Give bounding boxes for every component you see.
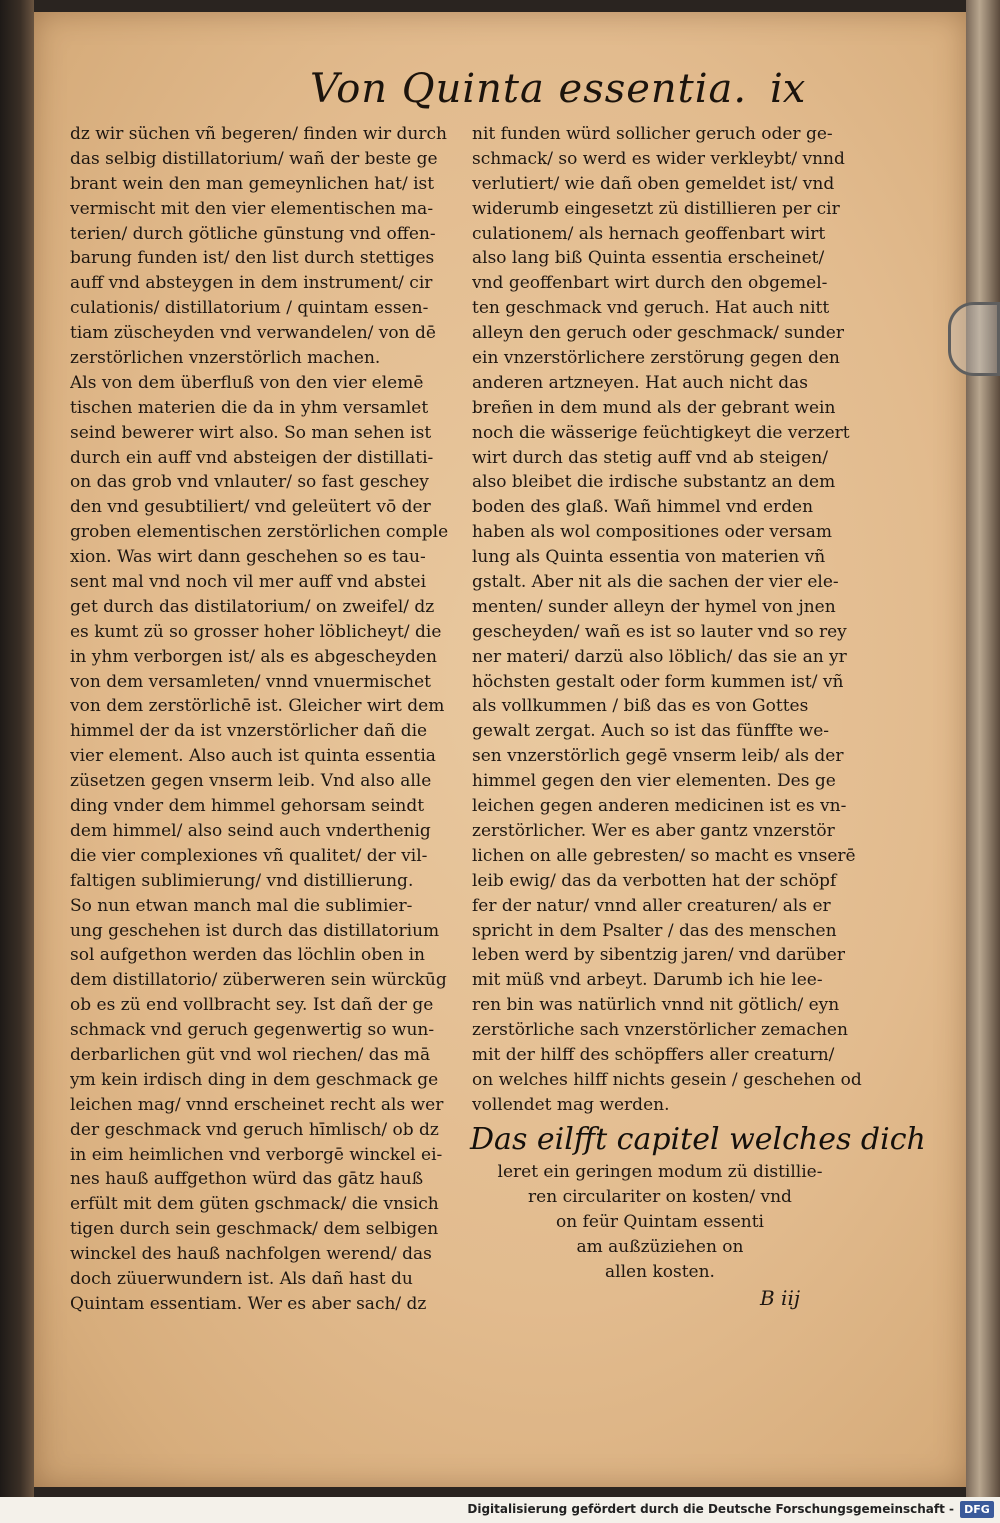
right-column-line: gstalt. Aber nit als die sachen der vier ele- <box>472 572 839 593</box>
left-column-line: sent mal vnd noch vil mer auff vnd abstei <box>70 572 427 593</box>
left-column-line: ung geschehen ist durch das distillatorium <box>70 920 440 941</box>
left-column-line: derbarlichen güt vnd wol riechen/ das mā <box>70 1044 431 1065</box>
right-column-line: ner materi/ darzü also löblich/ das sie an yr <box>472 646 847 667</box>
right-column-line: widerumb eingesetzt zü distillieren per cir <box>472 198 840 219</box>
right-column-line: alleyn den geruch oder geschmack/ sunder <box>472 323 844 344</box>
right-column-line: lichen on alle gebresten/ so macht es vnserē <box>472 845 856 866</box>
left-column-line: den vnd gesubtiliert/ vnd geleütert vō der <box>70 497 431 518</box>
left-column-line: erfült mit dem güten gschmack/ die vnsich <box>70 1194 439 1215</box>
left-column-line: in eim heimlichen vnd verborgē winckel ei- <box>70 1144 443 1165</box>
right-column-line: himmel gegen den vier elementen. Des ge <box>472 771 836 792</box>
right-column-line: als vollkummen / biß das es von Gottes <box>472 696 809 717</box>
left-column-line: ym kein irdisch ding in dem geschmack ge <box>70 1069 439 1090</box>
signature-mark: B iij <box>760 1286 801 1310</box>
page-fore-edge <box>966 0 1000 1497</box>
right-column-line: zerstörlicher. Wer es aber gantz vnzerstör <box>472 820 835 841</box>
left-column-line: auff vnd absteygen in dem instrument/ cir <box>70 273 433 294</box>
book-gutter <box>0 0 34 1497</box>
chapter-subheading-line: on feür Quintam essenti <box>556 1211 764 1232</box>
left-column-line: himmel der da ist vnzerstörlicher dañ die <box>70 721 428 742</box>
right-column-line: mit der hilff des schöpffers aller creaturn/ <box>472 1044 835 1065</box>
left-column-line: die vier complexiones vñ qualitet/ der vil- <box>70 845 428 866</box>
left-column-line: durch ein auff vnd absteigen der distillati- <box>70 447 434 468</box>
right-column-line: leib ewig/ das da verbotten hat der schöpf <box>472 870 837 891</box>
right-column-line: haben als wol compositiones oder versam <box>472 522 832 543</box>
left-column-line: ding vnder dem himmel gehorsam seindt <box>70 796 425 817</box>
left-column-line: vermischt mit den vier elementischen ma- <box>70 198 434 219</box>
page-clip-icon <box>948 302 1000 376</box>
right-column-line: also lang biß Quinta essentia erscheinet/ <box>472 248 825 269</box>
left-column-line: faltigen sublimierung/ vnd distillierung. <box>70 870 414 891</box>
right-column-line: ten geschmack vnd geruch. Hat auch nitt <box>472 298 830 319</box>
right-column-line: vollendet mag werden. <box>472 1094 670 1115</box>
chapter-subheading-line: allen kosten. <box>605 1261 715 1282</box>
left-column-line: Quintam essentiam. Wer es aber sach/ dz <box>70 1293 427 1314</box>
right-column-line: ein vnzerstörlichere zerstörung gegen den <box>472 348 840 369</box>
right-column-line: vnd geoffenbart wirt durch den obgemel- <box>472 273 828 294</box>
left-column-line: zerstörlichen vnzerstörlich machen. <box>70 348 381 369</box>
left-column-line: in yhm verborgen ist/ als es abgescheyden <box>70 646 437 667</box>
left-column-line: groben elementischen zerstörlichen comple <box>70 522 449 543</box>
right-column-line: nit funden würd sollicher geruch oder ge- <box>472 124 833 144</box>
left-column-line: tigen durch sein geschmack/ dem selbigen <box>70 1219 439 1240</box>
right-column-line: on welches hilff nichts gesein / geschehen od <box>472 1069 862 1090</box>
left-column-line: seind bewerer wirt also. So man sehen ist <box>70 422 432 443</box>
left-column-line: nes hauß auffgethon würd das gātz hauß <box>70 1169 424 1190</box>
right-column-line: gescheyden/ wañ es ist so lauter vnd so rey <box>472 621 847 642</box>
footer-bar <box>0 1497 1000 1523</box>
right-column-line: ren bin was natürlich vnnd nit götlich/ eyn <box>472 995 840 1016</box>
right-column-line: zerstörliche sach vnzerstörlicher zemachen <box>472 1020 848 1041</box>
left-column-line: get durch das distilatorium/ on zweifel/ dz <box>70 596 435 617</box>
left-column-line: tiam züscheyden vnd verwandelen/ von dē <box>70 323 436 344</box>
right-column-line: sen vnzerstörlich gegē vnserm leib/ als der <box>472 746 844 767</box>
right-column-line: verlutiert/ wie dañ oben gemeldet ist/ vnd <box>472 173 835 194</box>
right-column-line: culationem/ als hernach geoffenbart wirt <box>472 223 826 244</box>
left-column-line: schmack vnd geruch gegenwertig so wun- <box>70 1020 435 1041</box>
left-column-line: on das grob vnd vnlauter/ so fast geschey <box>70 472 429 493</box>
right-column-line: lung als Quinta essentia von materien vñ <box>472 547 826 568</box>
left-column-line: culationis/ distillatorium / quintam essen- <box>70 298 429 319</box>
footer-credit: Digitalisierung gefördert durch die Deutsche Forschungsgemeinschaft - <box>467 1502 954 1516</box>
left-column-line: von dem versamleten/ vnnd vnuermischet <box>70 671 432 692</box>
right-column-line: mit müß vnd arbeyt. Darumb ich hie lee- <box>472 970 823 991</box>
left-column-line: dem distillatorio/ züberweren sein würckūg <box>70 970 447 991</box>
folio-number: ix <box>770 66 806 112</box>
chapter-subheading-line: am außzüziehen on <box>576 1236 744 1257</box>
left-column-line: das selbig distillatorium/ wañ der beste ge <box>70 148 438 169</box>
right-column-line: breñen in dem mund als der gebrant wein <box>472 397 836 418</box>
right-column-line: wirt durch das stetig auff vnd ab steigen/ <box>472 447 828 468</box>
chapter-heading: Das eilfft capitel welches dich <box>470 1122 926 1157</box>
right-column-line: noch die wässerige feüchtigkeyt die verzert <box>472 422 850 443</box>
left-column-line: dem himmel/ also seind auch vnderthenig <box>70 820 431 841</box>
chapter-subheading-line: leret ein geringen modum zü distillie- <box>497 1162 823 1182</box>
left-column-line: leichen mag/ vnnd erscheinet recht als wer <box>70 1094 444 1115</box>
left-column-line: sol aufgethon werden das löchlin oben in <box>70 945 425 966</box>
right-column-line: spricht in dem Psalter / das des menschen <box>472 920 837 941</box>
left-column-line: ob es zü end vollbracht sey. Ist dañ der ge <box>70 995 434 1016</box>
left-column-line: züsetzen gegen vnserm leib. Vnd also alle <box>70 771 432 792</box>
left-column-line: brant wein den man gemeynlichen hat/ ist <box>70 173 435 194</box>
text-column-right <box>472 122 862 1118</box>
left-column-line: von dem zerstörlichē ist. Gleicher wirt dem <box>70 696 445 717</box>
right-column-line: höchsten gestalt oder form kummen ist/ vñ <box>472 671 844 692</box>
chapter-subheading-line: ren circulariter on kosten/ vnd <box>528 1186 792 1207</box>
left-column-line: xion. Was wirt dann geschehen so es tau- <box>70 547 426 568</box>
left-column-line: winckel des hauß nachfolgen werend/ das <box>70 1244 432 1265</box>
left-column-line: tischen materien die da in yhm versamlet <box>70 397 429 418</box>
right-column-line: gewalt zergat. Auch so ist das fünffte we- <box>472 721 830 742</box>
chapter-subheading <box>470 1160 850 1284</box>
left-column-line: Als von dem überfluß von den vier elemē <box>70 372 424 393</box>
left-column-line: dz wir süchen vñ begeren/ finden wir durch <box>70 124 447 144</box>
left-column-line: der geschmack vnd geruch hīmlisch/ ob dz <box>70 1119 439 1140</box>
right-column-line: leichen gegen anderen medicinen ist es vn- <box>472 796 847 817</box>
left-column-line: So nun etwan manch mal die sublimier- <box>70 895 413 916</box>
left-column-line: terien/ durch götliche gūnstung vnd offen- <box>70 223 436 244</box>
left-column-line: doch züuerwundern ist. Als dañ hast du <box>70 1268 413 1289</box>
running-title: Von Quinta essentia. <box>310 66 748 112</box>
right-column-line: anderen artzneyen. Hat auch nicht das <box>472 372 809 393</box>
left-column-line: es kumt zü so grosser hoher löblicheyt/ die <box>70 621 442 642</box>
right-column-line: leben werd by sibentzig jaren/ vnd darüber <box>472 945 845 966</box>
left-column-line: barung funden ist/ den list durch stettiges <box>70 248 435 269</box>
right-column-line: also bleibet die irdische substantz an dem <box>472 472 836 493</box>
right-column-line: menten/ sunder alleyn der hymel von jnen <box>472 596 836 617</box>
right-column-line: fer der natur/ vnnd aller creaturen/ als er <box>472 895 831 916</box>
right-column-line: schmack/ so werd es wider verkleybt/ vnnd <box>472 148 845 169</box>
text-column-left <box>70 122 460 1317</box>
dfg-logo-icon[interactable]: DFG <box>960 1501 994 1518</box>
right-column-line: boden des glaß. Wañ himmel vnd erden <box>472 497 814 518</box>
left-column-line: vier element. Also auch ist quinta essentia <box>70 746 436 767</box>
